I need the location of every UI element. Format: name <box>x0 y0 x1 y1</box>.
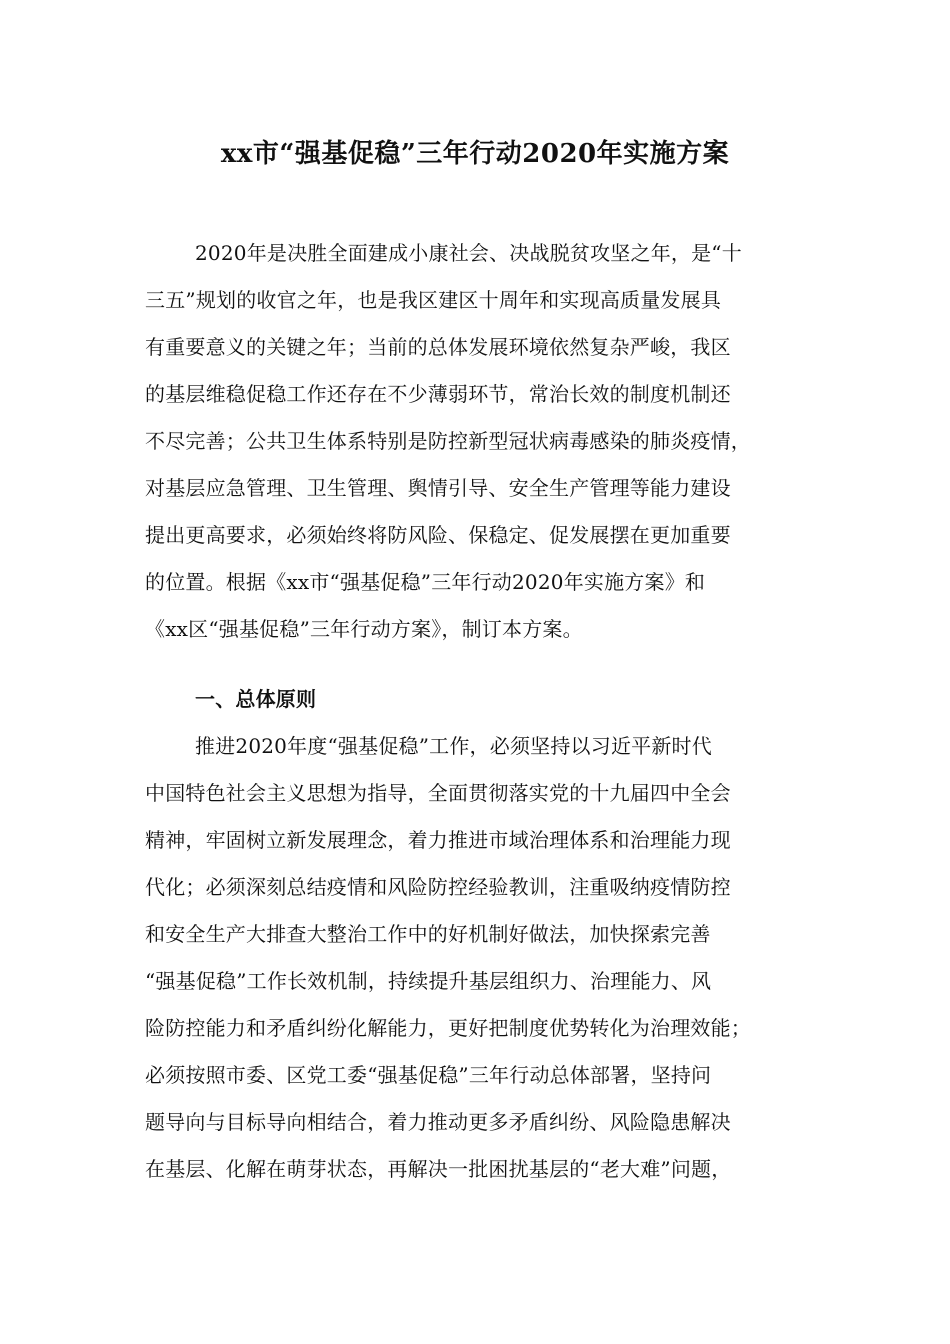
paragraph-line: 必须按照市委、区党工委“强基促稳”三年行动总体部署，坚持问 <box>145 1063 712 1087</box>
paragraph-line: 中国特色社会主义思想为指导，全面贯彻落实党的十九届四中全会 <box>145 781 731 805</box>
paragraph-line: 的位置。根据《xx市“强基促稳”三年行动2020年实施方案》和 <box>145 570 706 594</box>
section-heading: 一、总体原则 <box>195 687 317 711</box>
paragraph-line: 题导向与目标导向相结合，着力推动更多矛盾纠纷、风险隐患解决 <box>145 1110 731 1134</box>
paragraph-line: 代化；必须深刻总结疫情和风险防控经验教训，注重吸纳疫情防控 <box>145 875 731 899</box>
paragraph-line: 提出更高要求，必须始终将防风险、保稳定、促发展摆在更加重要 <box>145 523 731 547</box>
paragraph-line: 在基层、化解在萌芽状态，再解决一批困扰基层的“老大难”问题， <box>145 1157 732 1181</box>
section-heading-principles <box>145 676 807 723</box>
paragraph-line: 不尽完善；公共卫生体系特别是防控新型冠状病毒感染的肺炎疫情， <box>145 429 751 453</box>
paragraph-line: 推进2020年度“强基促稳”工作，必须坚持以习近平新时代 <box>195 734 712 758</box>
paragraph-line: 的基层维稳促稳工作还存在不少薄弱环节，常治长效的制度机制还 <box>145 382 731 406</box>
document-title: xx市“强基促稳”三年行动2020年实施方案 <box>220 139 730 169</box>
paragraph-line: 有重要意义的关键之年；当前的总体发展环境依然复杂严峻，我区 <box>145 335 731 359</box>
paragraph-principles <box>145 723 807 1193</box>
paragraph-line: 对基层应急管理、卫生管理、舆情引导、安全生产管理等能力建设 <box>145 476 731 500</box>
paragraph-intro <box>145 230 807 653</box>
paragraph-line: “强基促稳”工作长效机制，持续提升基层组织力、治理能力、风 <box>145 969 712 993</box>
paragraph-line: 险防控能力和矛盾纠纷化解能力，更好把制度优势转化为治理效能； <box>145 1016 751 1040</box>
paragraph-line: 和安全生产大排查大整治工作中的好机制好做法，加快探索完善 <box>145 922 711 946</box>
paragraph-line: 三五”规划的收官之年，也是我区建区十周年和实现高质量发展具 <box>145 288 722 312</box>
paragraph-line: 《xx区“强基促稳”三年行动方案》，制订本方案。 <box>145 617 583 641</box>
paragraph-line: 精神，牢固树立新发展理念，着力推进市域治理体系和治理能力现 <box>145 828 731 852</box>
paragraph-line: 2020年是决胜全面建成小康社会、决战脱贫攻坚之年，是“十 <box>195 241 742 265</box>
